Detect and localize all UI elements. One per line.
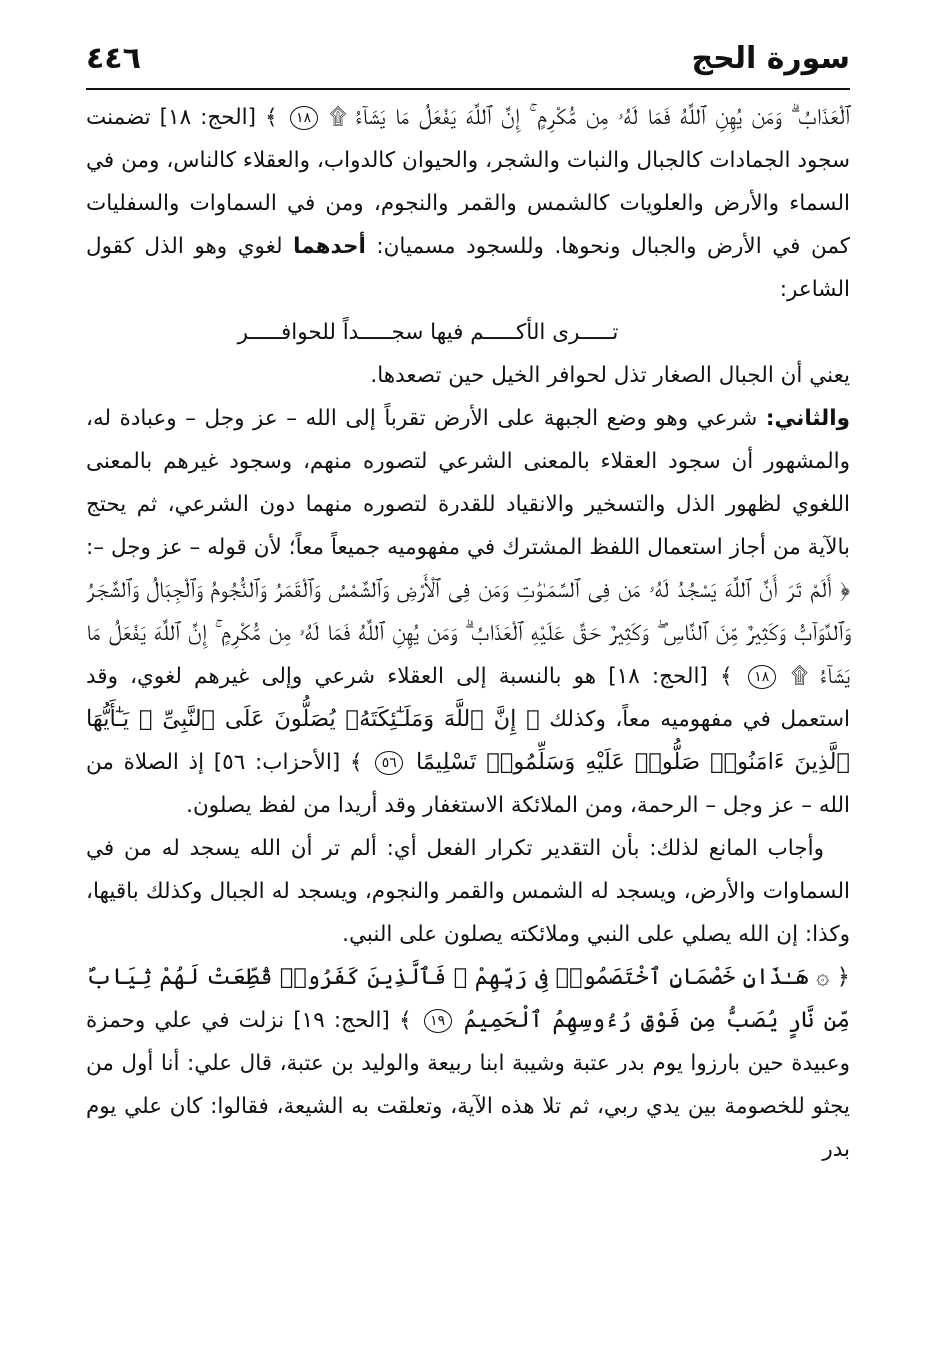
commentary-text: إذ الصلاة من الله – عز وجل – الرحمة، ومن الملائكة الاستغفار وقد أريدا من لفظ يصلون. xyxy=(86,750,850,818)
paragraph-5 xyxy=(86,956,850,1171)
ayah-number-marker: ١٨ xyxy=(290,106,318,130)
verse-close-bracket: ﴾ xyxy=(265,105,278,130)
ayah-number-marker: ١٩ xyxy=(424,1009,452,1033)
verse-reference: [الحج: ١٩] xyxy=(293,1008,390,1033)
quran-verse: ﴿ أَلَمْ تَرَ أَنَّ ٱللَّهَ يَسْجُدُ لَهُۥ مَن فِى ٱلسَّمَـٰوَٰتِ وَمَن فِى ٱلْأَرْضِ وَٱلشَّمْسُ وَٱلْقَمَرُ وَٱلنُّجُومُ وَٱلْجِبَالُ وَٱلشَّجَرُ وَٱلدَّوَآبُّ وَكَثِيرٌ مِّنَ ٱلنَّاسِ ۖ وَكَثِيرٌ حَقَّ عَلَيْهِ ٱلْعَذَابُ ۗ وَمَن يُهِنِ ٱللَّهُ فَمَا لَهُۥ مِن مُّكْرِمٍ ۚ إِنَّ ٱللَّهَ يَفْعَلُ مَا يَشَآءُ ۩ xyxy=(86,577,851,689)
paragraph-2: يعني أن الجبال الصغار تذل لحوافر الخيل حين تصعدها. xyxy=(370,363,850,388)
quran-verse: ٱلْعَذَابُ ۗ وَمَن يُهِنِ ٱللَّهُ فَمَا لَهُۥ مِن مُّكْرِمٍ ۚ إِنَّ ٱللَّهَ يَفْعَلُ مَا يَشَآءُ ۩ xyxy=(329,104,850,130)
verse-reference: [الحج: ١٨] xyxy=(159,105,257,130)
page-header xyxy=(86,28,850,90)
paragraph-1 xyxy=(86,96,850,311)
commentary-text: هو بالنسبة إلى العقلاء شرعي وإلى غيرهم لغوي، وقد استعمل في مفهوميه معاً، وكذلك xyxy=(86,664,850,732)
page-number: ٤٤٦ xyxy=(86,40,141,76)
paragraph-4: وأجاب المانع لذلك: بأن التقدير تكرار الفعل أي: ألم تر أن الله يسجد له من في السماوات والأرض، ويسجد له الشمس والقمر والنجوم، ويسجد له الجبال وكذلك باقيها، وكذا: إن الله يصلي على النبي وملائكته يصلون على النبي. xyxy=(86,836,850,947)
verse-reference: [الحج: ١٨] xyxy=(608,664,708,689)
poetry-line: تـــــرى الأكـــــم فيها سجـــــداً للحوافـــــر xyxy=(237,320,619,345)
ayah-number-marker: ١٨ xyxy=(748,665,776,689)
paragraph-3 xyxy=(86,397,850,827)
quran-verse: ﴿ ۞ هَـٰذَانِ خَصْمَانِ ٱخْتَصَمُوا۟ فِى رَبِّهِمْ ۖ فَٱلَّذِينَ كَفَرُوا۟ قُطِّعَتْ لَهُمْ ثِيَابٌ مِّن نَّارٍ يُصَبُّ مِن فَوْقِ رُءُوسِهِمُ ٱلْحَمِيمُ xyxy=(86,964,850,1033)
ayah-number-marker: ٥٦ xyxy=(375,751,403,775)
page-body xyxy=(86,96,850,1171)
verse-close-bracket: ﴾ xyxy=(349,750,363,775)
commentary-text: شرعي وهو وضع الجبهة على الأرض تقرباً إلى الله – عز وجل – وعبادة له، والمشهور أن سجود العقلاء بالمعنى الشرعي لتصوره منهم، وسجود غيرهم بالمعنى اللغوي لظهور الذل والتسخير والانقياد للقدرة لتصوره منهما دون الشرعي، ثم يحتج بالآية من أجاز استعمال اللفظ المشترك في مفهوميه جميعاً معاً؛ لأن قوله – عز وجل –: xyxy=(86,406,850,560)
quran-verse: ﴿ إِنَّ ٱللَّهَ وَمَلَـٰٓئِكَتَهُۥ يُصَلُّونَ عَلَى ٱلنَّبِىِّ ۚ يَـٰٓأَيُّهَا ٱلَّذِينَ ءَامَنُوا۟ صَلُّوا۟ عَلَيْهِ وَسَلِّمُوا۟ تَسْلِيمًا xyxy=(86,706,850,775)
verse-reference: [الأحزاب: ٥٦] xyxy=(213,750,341,775)
surah-title: سورة الحج xyxy=(691,40,850,76)
commentary-text: تضمنت سجود الجمادات كالجبال والنبات والشجر، والحيوان كالدواب، والعقلاء كالناس، ومن في السماء والأرض والعلويات كالشمس والقمر والنجوم، ومن في السماوات والسفليات كمن في الأرض والجبال ونحوها. وللسجود مسميان: xyxy=(86,105,850,259)
verse-close-bracket: ﴾ xyxy=(720,664,733,689)
verse-close-bracket: ﴾ xyxy=(398,1008,412,1033)
commentary-text: نزلت في علي وحمزة وعبيدة حين بارزوا يوم بدر عتبة وشيبة ابنا ربيعة والوليد بن عتبة، قال علي: أنا أول من يجثو للخصومة بين يدي ربي، ثم تلا هذه الآية، وتعلقت به الشيعة، فقالوا: كان علي يوم بدر xyxy=(86,1008,850,1162)
commentary-text: لغوي وهو الذل كقول الشاعر: xyxy=(86,234,850,302)
bold-term: أحدهما xyxy=(293,234,366,259)
bold-term: والثاني: xyxy=(765,406,850,431)
